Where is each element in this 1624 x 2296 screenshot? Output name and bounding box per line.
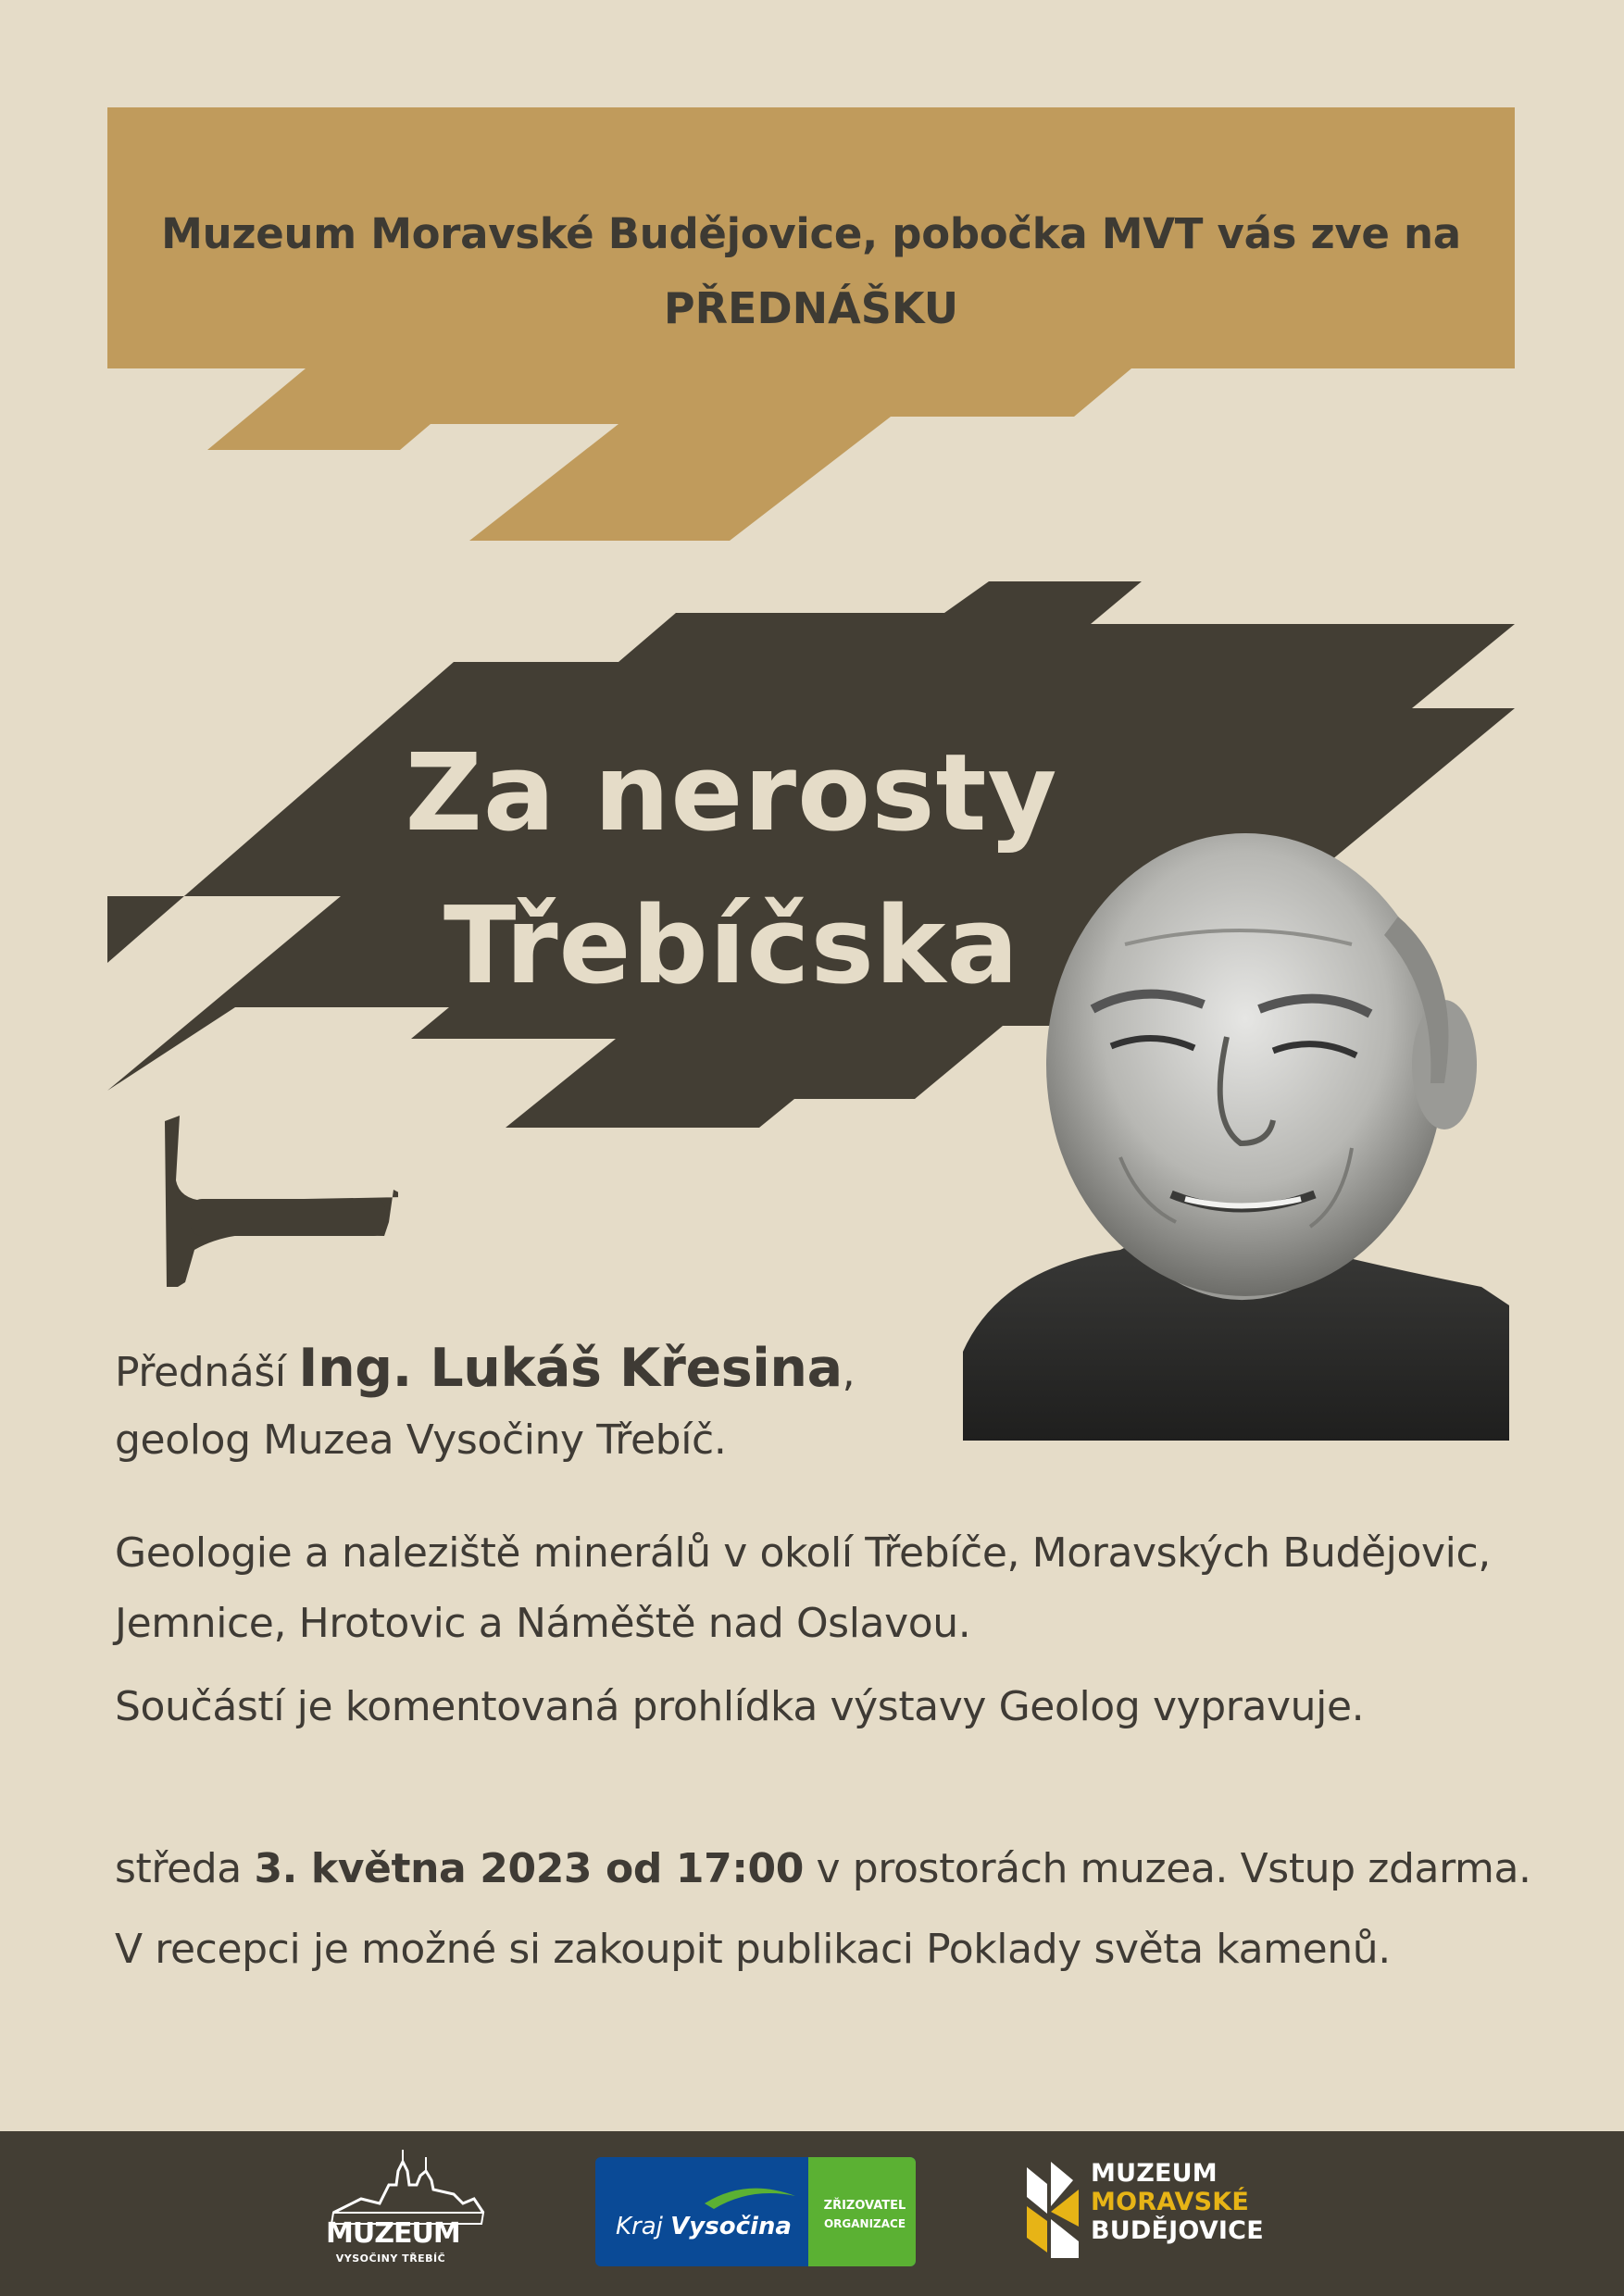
kraj-vysocina-logo <box>595 2157 916 2266</box>
event-day: středa <box>115 1845 242 1892</box>
speaker-lead: Přednáší <box>115 1349 286 1396</box>
trebic-logo-text: MUZEUM <box>326 2217 460 2250</box>
title-line-2: Třebíčska <box>443 884 1019 1008</box>
mmb-logo-line-2: MORAVSKÉ <box>1091 2188 1249 2216</box>
kraj-text <box>616 2213 792 2240</box>
publication-note: V recepci je možné si zakoupit publikaci Poklady světa kamenů. <box>115 1926 1391 1973</box>
description-line-2: Jemnice, Hrotovic a Náměště nad Oslavou. <box>115 1600 971 1647</box>
kraj-right-text: Vysočina <box>670 2213 792 2240</box>
muzeum-moravske-budejovice-mark-icon <box>1023 2160 1090 2262</box>
geology-hammer-icon <box>148 1116 398 1292</box>
description-line-3: Součástí je komentovaná prohlídka výstavy Geolog vypravuje. <box>115 1683 1365 1730</box>
speaker-name: Ing. Lukáš Křesina <box>298 1338 843 1399</box>
kraj-tag-1: ZŘIZOVATEL <box>823 2199 906 2213</box>
invite-text: Muzeum Moravské Budějovice, pobočka MVT vás zve na <box>161 209 1461 258</box>
mmb-logo-line-3: BUDĚJOVICE <box>1091 2216 1264 2245</box>
speaker-comma: , <box>842 1349 856 1396</box>
event-datetime: 3. května 2023 od 17:00 <box>254 1845 804 1892</box>
event-line <box>115 1845 1531 1892</box>
lecture-heading: PŘEDNÁŠKU <box>663 283 959 333</box>
speaker-role: geolog Muzea Vysočiny Třebíč. <box>115 1416 727 1464</box>
event-place: v prostorách muzea. Vstup zdarma. <box>816 1845 1531 1892</box>
description-line-1: Geologie a naleziště minerálů v okolí Třebíče, Moravských Budějovic, <box>115 1529 1491 1577</box>
kraj-left-text: Kraj <box>616 2213 663 2240</box>
mmb-logo-line-1: MUZEUM <box>1091 2159 1218 2188</box>
speaker-line <box>115 1338 855 1399</box>
title-line-1: Za nerosty <box>405 731 1058 855</box>
speaker-portrait <box>963 787 1518 1441</box>
trebic-logo-subtext: VYSOČINY TŘEBÍČ <box>335 2252 446 2265</box>
kraj-swoosh-icon <box>705 2183 797 2211</box>
kraj-tag-2: ORGANIZACE <box>823 2217 906 2230</box>
